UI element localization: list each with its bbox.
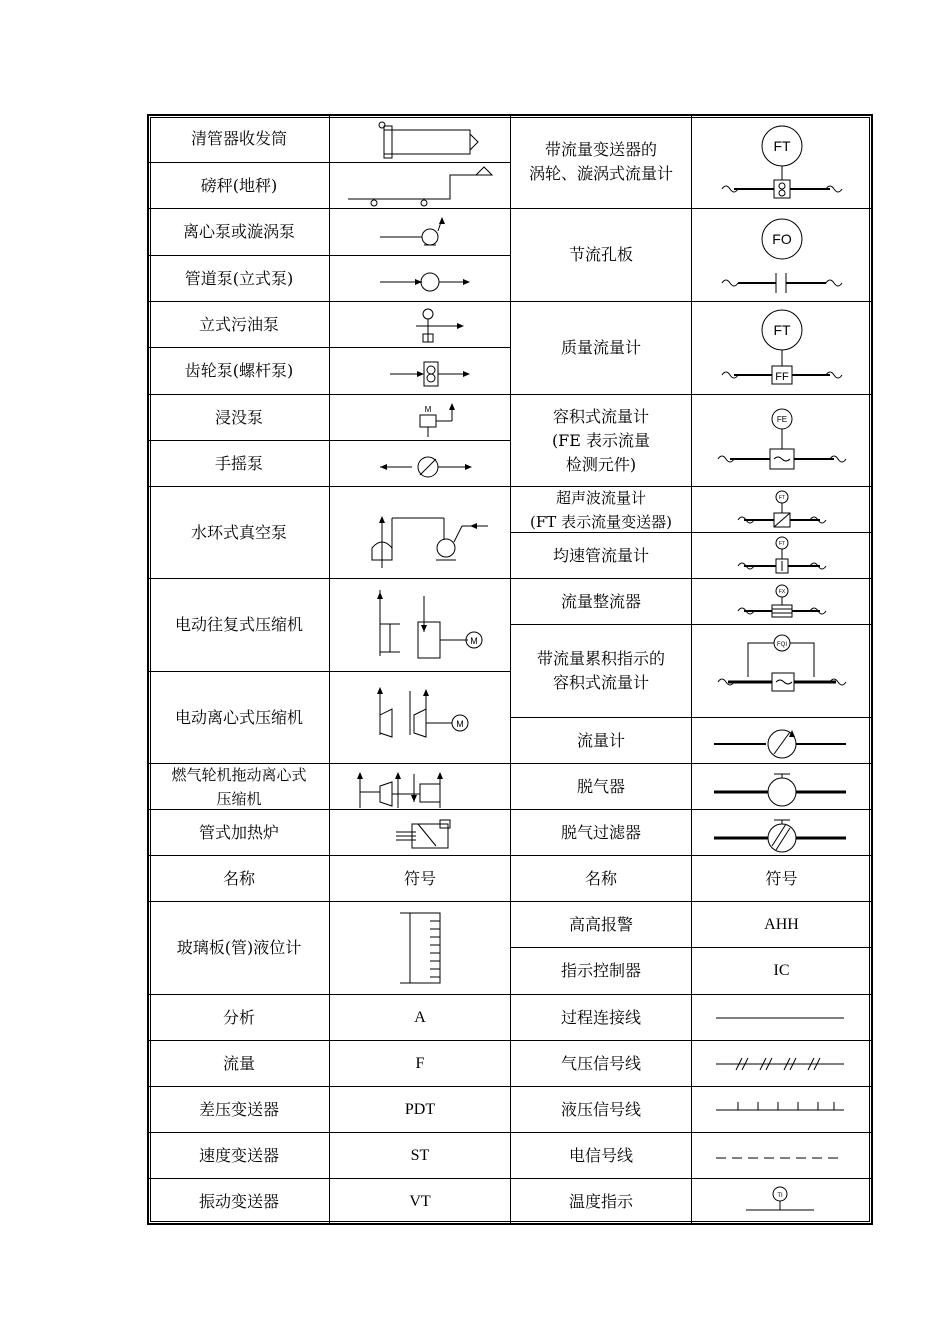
row-symbol [692, 625, 871, 718]
row-symbol [330, 810, 511, 856]
pd-flowmeter-icon [694, 397, 870, 485]
row-symbol [330, 209, 511, 256]
row-name: 节流孔板 [511, 209, 692, 302]
row-symbol [330, 1179, 511, 1225]
symbol-code: IC [773, 962, 790, 979]
svg-text:FT: FT [772, 322, 791, 338]
row-name: 磅秤(地秤) [149, 163, 330, 209]
row-name: 液压信号线 [511, 1087, 692, 1133]
inline-pump-icon [340, 258, 500, 300]
gas-turbine-compressor-icon [340, 766, 500, 808]
gauge-glass-icon [340, 905, 500, 991]
row-symbol [330, 1041, 511, 1087]
row-name: 手摇泵 [149, 441, 330, 487]
svg-text:FX: FX [778, 588, 785, 595]
svg-text:M: M [424, 404, 432, 414]
row-symbol [692, 1087, 871, 1133]
row-name: 脱气过滤器 [511, 810, 692, 856]
row-name: 过程连接线 [511, 995, 692, 1041]
row-symbol [330, 1133, 511, 1179]
row-symbol [692, 302, 871, 395]
row-name: 浸没泵 [149, 395, 330, 441]
row-name: 分析 [149, 995, 330, 1041]
gear-pump-icon [340, 350, 500, 393]
averaging-pitot-icon [694, 535, 870, 577]
row-name: 高高报警 [511, 902, 692, 948]
row-name: 容积式流量计 (FE 表示流量 检测元件) [511, 395, 692, 487]
row-name: 指示控制器 [511, 948, 692, 995]
symbol-code: F [415, 1054, 425, 1072]
row-symbol [330, 441, 511, 487]
symbol-code: A [414, 1008, 426, 1026]
process-line-icon [694, 998, 870, 1038]
row-name: 管道泵(立式泵) [149, 256, 330, 302]
tube-heater-icon [340, 812, 500, 854]
symbol-code: PDT [404, 1100, 436, 1118]
row-name: 差压变送器 [149, 1087, 330, 1133]
row-name: 均速管流量计 [511, 533, 692, 579]
hydraulic-signal-line-icon [694, 1090, 870, 1130]
svg-text:FF: FF [774, 371, 789, 383]
submerged-pump-icon [340, 397, 500, 439]
symbol-table [147, 114, 873, 1225]
pneumatic-signal-line-icon [694, 1044, 870, 1084]
weighbridge-icon [340, 165, 500, 207]
ultrasonic-flowmeter-icon [694, 489, 870, 531]
symbol-code: ST [410, 1146, 430, 1164]
svg-text:FE: FE [776, 414, 787, 424]
row-name: 清管器收发筒 [149, 116, 330, 163]
electric-signal-line-icon [694, 1136, 870, 1176]
row-symbol [692, 209, 871, 302]
hand-pump-icon [340, 443, 500, 485]
row-name: 齿轮泵(螺杆泵) [149, 348, 330, 395]
row-name: 带流量变送器的 涡轮、漩涡式流量计 [511, 116, 692, 209]
row-symbol [330, 163, 511, 209]
row-name: 离心泵或漩涡泵 [149, 209, 330, 256]
row-name: 电动离心式压缩机 [149, 672, 330, 764]
row-symbol [692, 948, 871, 995]
pig-launcher-icon [340, 118, 500, 161]
totalizing-flowmeter-icon [694, 627, 870, 715]
flowmeter-icon [694, 720, 870, 762]
header-symbol: 符号 [330, 856, 511, 902]
row-name: 质量流量计 [511, 302, 692, 395]
row-name: 立式污油泵 [149, 302, 330, 348]
row-symbol [692, 579, 871, 625]
row-symbol [330, 302, 511, 348]
row-symbol [692, 764, 871, 810]
row-symbol [330, 256, 511, 302]
svg-text:M: M [470, 636, 478, 646]
row-symbol [330, 348, 511, 395]
svg-text:TI: TI [776, 1193, 783, 1199]
svg-text:M: M [456, 718, 464, 729]
degassing-filter-icon [694, 812, 870, 854]
row-name: 水环式真空泵 [149, 487, 330, 579]
row-symbol [330, 995, 511, 1041]
row-symbol [692, 1041, 871, 1087]
row-name: 振动变送器 [149, 1179, 330, 1225]
row-name: 带流量累积指示的 容积式流量计 [511, 625, 692, 718]
mass-flowmeter-icon [694, 304, 870, 392]
svg-text:FO: FO [771, 231, 792, 247]
row-name: 管式加热炉 [149, 810, 330, 856]
header-name: 名称 [511, 856, 692, 902]
row-symbol [692, 995, 871, 1041]
row-name: 气压信号线 [511, 1041, 692, 1087]
reciprocating-compressor-icon [340, 582, 500, 668]
row-symbol [330, 395, 511, 441]
row-symbol [330, 902, 511, 995]
row-symbol [692, 810, 871, 856]
row-name: 电信号线 [511, 1133, 692, 1179]
row-name: 流量 [149, 1041, 330, 1087]
row-symbol [692, 487, 871, 533]
row-name: 速度变送器 [149, 1133, 330, 1179]
row-name: 燃气轮机拖动离心式 压缩机 [149, 764, 330, 810]
row-symbol [692, 718, 871, 764]
temperature-indicator-icon [694, 1182, 870, 1222]
row-name: 温度指示 [511, 1179, 692, 1225]
turbine-flowmeter-icon [694, 118, 870, 206]
orifice-plate-icon [694, 211, 870, 299]
row-symbol [692, 1133, 871, 1179]
row-name: 脱气器 [511, 764, 692, 810]
row-name: 流量计 [511, 718, 692, 764]
centrifugal-pump-icon [340, 211, 500, 254]
row-symbol [330, 672, 511, 764]
row-name: 超声波流量计 (FT 表示流量变送器) [511, 487, 692, 533]
svg-text:FQI: FQI [776, 642, 787, 648]
symbol-code: VT [409, 1193, 431, 1210]
svg-text:FT: FT [778, 494, 785, 501]
row-name: 玻璃板(管)液位计 [149, 902, 330, 995]
flow-straightener-icon [694, 581, 870, 623]
symbol-code: AHH [764, 915, 799, 933]
svg-text:FT: FT [772, 138, 791, 154]
row-symbol [692, 1179, 871, 1225]
row-symbol [330, 1087, 511, 1133]
header-symbol: 符号 [692, 856, 871, 902]
row-symbol [330, 764, 511, 810]
row-symbol [692, 395, 871, 487]
svg-text:FT: FT [778, 540, 785, 547]
row-name: 电动往复式压缩机 [149, 579, 330, 672]
centrifugal-compressor-icon [340, 675, 500, 761]
vertical-sump-pump-icon [340, 304, 500, 346]
row-symbol [692, 116, 871, 209]
header-name: 名称 [149, 856, 330, 902]
row-symbol [692, 533, 871, 579]
row-symbol [330, 487, 511, 579]
row-symbol [330, 116, 511, 163]
row-symbol [330, 579, 511, 672]
row-name: 流量整流器 [511, 579, 692, 625]
row-symbol [692, 902, 871, 948]
liquid-ring-vacuum-pump-icon [340, 490, 500, 576]
degasser-icon [694, 766, 870, 808]
